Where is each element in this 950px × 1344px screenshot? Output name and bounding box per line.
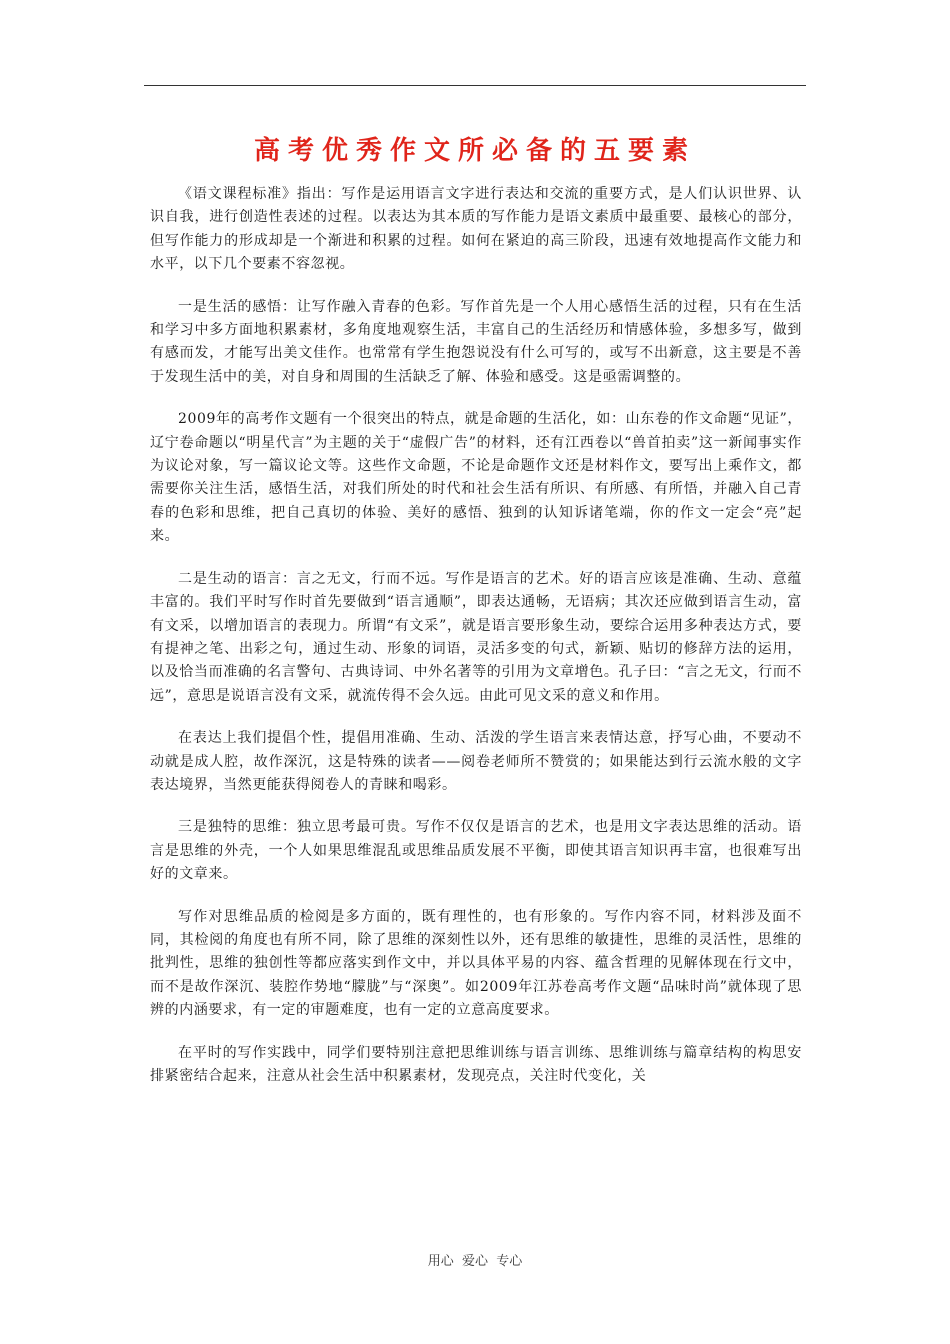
- paragraph: 在表达上我们提倡个性，提倡用准确、生动、活泼的学生语言来表情达意，抒写心曲，不要动不动就是成人腔，故作深沉，这是特殊的读者——阅卷老师所不赞赏的；如果能达到行云流水般的文字表达境界，当然更能获得阅卷人的青睐和喝彩。: [150, 730, 802, 793]
- paragraph: 2009年的高考作文题有一个很突出的特点，就是命题的生活化，如：山东卷的作文命题“见证”，辽宁卷命题以“明星代言”为主题的关于“虚假广告”的材料，还有江西卷以“兽首拍卖”这一新闻事实作为议论对象，写一篇议论文等。这些作文命题，不论是命题作文还是材料作文，要写出上乘作文，都需要你关注生活，感悟生活，对我们所处的时代和社会生活有所识、有所感、有所悟，并融入自己青春的色彩和思维，把自己真切的体验、美好的感悟、独到的认知诉诸笔端，你的作文一定会“亮”起来。: [150, 411, 802, 545]
- header-rule: [144, 85, 806, 86]
- paragraph: 三是独特的思维：独立思考最可贵。写作不仅仅是语言的艺术，也是用文字表达思维的活动。语言是思维的外壳，一个人如果思维混乱或思维品质发展不平衡，即使其语言知识再丰富，也很难写出好的文章来。: [150, 819, 802, 883]
- page-footer: 用心 爱心 专心: [427, 1254, 523, 1269]
- paragraph: 一是生活的感悟：让写作融入青春的色彩。写作首先是一个人用心感悟生活的过程，只有在生活和学习中多方面地积累素材，多角度地观察生活，丰富自己的生活经历和情感体验，多想多写，做到有感而发，才能写出美文佳作。也常常有学生抱怨说没有什么可写的，或写不出新意，这主要是不善于发现生活中的美，对自身和周围的生活缺乏了解、体验和感受。这是亟需调整的。: [150, 298, 802, 385]
- paragraph: 《语文课程标准》指出：写作是运用语言文字进行表达和交流的重要方式，是人们认识世界、认识自我，进行创造性表述的过程。以表达为其本质的写作能力是语文素质中最重要、最核心的部分，但写作能力的形成却是一个渐进和积累的过程。如何在紧迫的高三阶段，迅速有效地提高作文能力和水平，以下几个要素不容忽视。: [150, 186, 802, 273]
- paragraph: 二是生动的语言：言之无文，行而不远。写作是语言的艺术。好的语言应该是准确、生动、意蕴丰富的。我们平时写作时首先要做到“语言通顺”，即表达通畅，无语病；其次还应做到语言生动，富有文采，以增加语言的表现力。所谓“有文采”，就是语言要形象生动，要综合运用多种表达方式，要有提神之笔、出彩之句，通过生动、形象的词语，灵活多变的句式，新颖、贴切的修辞方法的运用，以及恰当而准确的名言警句、古典诗词、中外名著等的引用为文章增色。孔子曰：“言之无文，行而不远”，意思是说语言没有文采，就流传得不会久远。由此可见文采的意义和作用。: [150, 570, 802, 704]
- document-title: 高考优秀作文所必备的五要素: [253, 136, 696, 166]
- paragraph: 在平时的写作实践中，同学们要特别注意把思维训练与语言训练、思维训练与篇章结构的构思安排紧密结合起来，注意从社会生活中积累素材，发现亮点，关注时代变化，关: [150, 1044, 802, 1084]
- document-body: [150, 183, 802, 1107]
- paragraph: 写作对思维品质的检阅是多方面的，既有理性的，也有形象的。写作内容不同，材料涉及面不同，其检阅的角度也有所不同，除了思维的深刻性以外，还有思维的敏捷性，思维的灵活性，思维的批判性，思维的独创性等都应落实到作文中，并以具体平易的内容、蕴含哲理的见解体现在行文中，而不是故作深沉、装腔作势地“朦胧”与“深奥”。如2009年江苏卷高考作文题“品味时尚”就体现了思辨的内涵要求，有一定的审题难度，也有一定的立意高度要求。: [150, 908, 802, 1019]
